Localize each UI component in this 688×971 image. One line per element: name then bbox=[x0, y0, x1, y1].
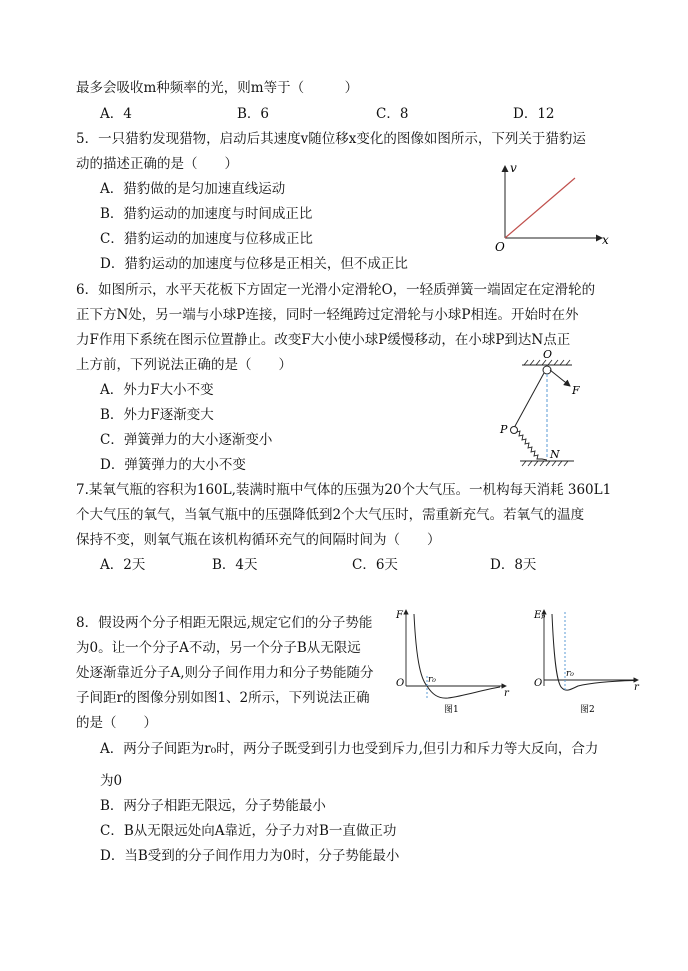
q6-spring bbox=[517, 431, 547, 460]
q6-floor-hatch bbox=[522, 461, 568, 466]
q8-stem-line3: 处逐渐靠近分子A,则分子间作用力和分子势能随分 bbox=[76, 665, 374, 681]
q6-stem-line4: 上方前，下列说法正确的是（ ） bbox=[76, 357, 292, 373]
q8-option-c: C．B从无限远处向A靠近，分子力对B一直做正功 bbox=[100, 823, 397, 839]
q5-origin-label: O bbox=[495, 240, 505, 254]
q5-y-label: v bbox=[510, 161, 517, 175]
q5-option-a: A．猎豹做的是匀加速直线运动 bbox=[100, 181, 286, 197]
q7-stem-line2: 个大气压的氧气，当氧气瓶中的压强降低到2个大气压时，需重新充气。若氧气的温度 bbox=[76, 507, 585, 523]
q7-option-b: B．4天 bbox=[212, 557, 258, 573]
q6-label-p: P bbox=[500, 423, 508, 436]
q8-f2-y-label: Eₚ bbox=[534, 610, 546, 621]
q4-option-a: A．4 bbox=[100, 106, 132, 122]
q6-stem-line1: 6．如图所示，水平天花板下方固定一光滑小定滑轮O，一轻质弹簧一端固定在定滑轮的 bbox=[76, 282, 596, 298]
q4-option-b: B．6 bbox=[237, 106, 270, 122]
q5-velocity-displacement-figure bbox=[490, 160, 615, 255]
q8-f2-x-label: r bbox=[634, 682, 639, 693]
q5-option-d: D．猎豹运动的加速度与位移是正相关，但不成正比 bbox=[100, 256, 408, 272]
q5-v-x-line bbox=[505, 178, 575, 238]
q8-stem-line2: 为0。让一个分子A不动，另一个分子B从无限远 bbox=[76, 640, 361, 656]
q7-option-d: D．8天 bbox=[490, 557, 537, 573]
q6-pulley-spring-figure bbox=[492, 348, 592, 473]
q6-pulley bbox=[543, 366, 551, 374]
q8-option-a: A．两分子间距为r₀时，两分子既受到引力也受到斥力,但引力和斥力等大反向，合力 bbox=[100, 741, 599, 757]
q6-force-arrow bbox=[550, 370, 570, 386]
q7-stem-line1: 7.某氧气瓶的容积为160L,装满时瓶中气体的压强为20个大气压。一机构每天消耗 360L1 bbox=[76, 482, 612, 498]
q6-label-o: O bbox=[543, 348, 553, 361]
q6-option-d: D．弹簧弹力的大小不变 bbox=[100, 457, 246, 473]
q8-f2-origin: O bbox=[534, 678, 543, 689]
q5-option-b: B．猎豹运动的加速度与时间成正比 bbox=[100, 206, 313, 222]
q8-option-d: D．当B受到的分子间作用力为0时，分子势能最小 bbox=[100, 848, 400, 864]
q8-f1-origin: O bbox=[396, 678, 405, 689]
q6-stem-line2: 正下方N处，另一端与小球P连接，同时一轻绳跨过定滑轮与小球P相连。开始时在外 bbox=[76, 307, 579, 323]
q8-f1-y-label: F bbox=[396, 610, 403, 621]
q6-option-b: B．外力F逐渐变大 bbox=[100, 407, 214, 423]
q8-figure2-potential-curve bbox=[530, 606, 645, 718]
q7-option-a: A．2天 bbox=[100, 557, 146, 573]
q4-option-d: D．12 bbox=[513, 106, 555, 122]
q8-f1-r0-label: r₀ bbox=[428, 675, 436, 685]
q7-stem-line3: 保持不变，则氧气瓶在该机构循环充气的间隔时间为（ ） bbox=[76, 532, 441, 548]
q8-option-b: B．两分子相距无限远，分子势能最小 bbox=[100, 798, 326, 814]
q8-f2-curve bbox=[552, 614, 634, 690]
q8-f2-caption: 图2 bbox=[580, 705, 595, 715]
q8-f1-x-label: r bbox=[504, 688, 509, 699]
q7-option-c: C．6天 bbox=[352, 557, 398, 573]
q5-option-c: C．猎豹运动的加速度与位移成正比 bbox=[100, 231, 313, 247]
q6-option-c: C．弹簧弹力的大小逐渐变小 bbox=[100, 432, 273, 448]
q6-label-f: F bbox=[572, 384, 580, 397]
q6-option-a: A．外力F大小不变 bbox=[100, 382, 214, 398]
q6-rope bbox=[514, 373, 544, 428]
q6-label-n: N bbox=[550, 448, 560, 461]
q8-f1-caption: 图1 bbox=[444, 705, 459, 715]
q8-stem-line1: 8．假设两个分子相距无限远,规定它们的分子势能 bbox=[76, 615, 373, 631]
q6-ball-p bbox=[511, 427, 518, 434]
q8-figure1-force-curve bbox=[392, 606, 514, 718]
q4-stem-tail: 最多会吸收m种频率的光，则m等于（ ） bbox=[76, 80, 359, 96]
q8-stem-line4: 子间距r的图像分别如图1、2所示，下列说法正确 bbox=[76, 690, 370, 706]
q6-stem-line3: 力F作用下系统在图示位置静止。改变F大小使小球P缓慢移动，在小球P到达N点正 bbox=[76, 332, 571, 348]
q4-option-c: C．8 bbox=[376, 106, 409, 122]
q8-f2-r0-label: r₀ bbox=[566, 669, 574, 679]
q5-stem-line2: 动的描述正确的是（ ） bbox=[76, 156, 238, 172]
q8-stem-line5: 的是（ ） bbox=[76, 715, 157, 731]
q5-x-label: x bbox=[602, 233, 609, 247]
q5-stem-line1: 5．一只猎豹发现猎物，启动后其速度v随位移x变化的图像如图所示，下列关于猎豹运 bbox=[76, 131, 586, 147]
q8-option-a-continued: 为0 bbox=[100, 773, 123, 789]
